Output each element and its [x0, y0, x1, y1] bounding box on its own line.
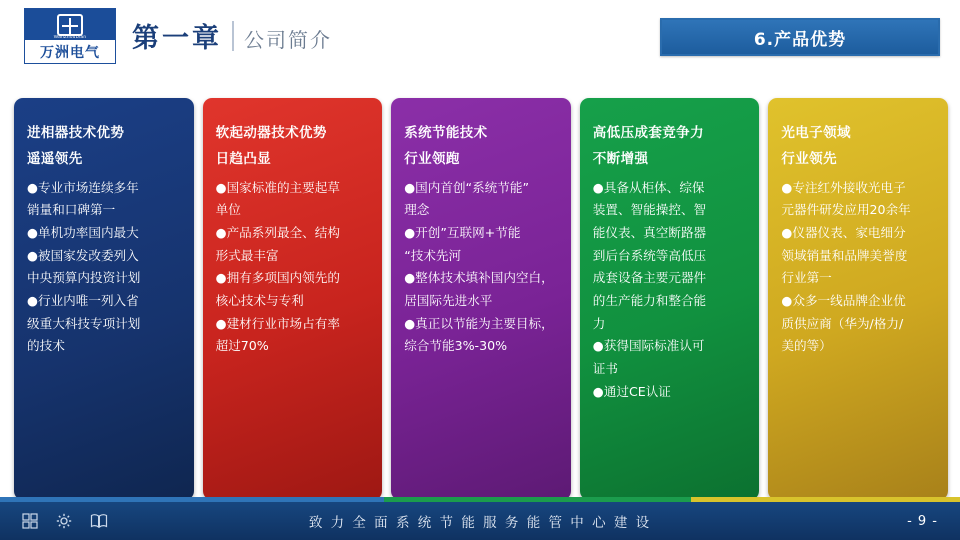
card-title-line: 日趋凸显	[215, 151, 272, 168]
card-body-line: 证书	[592, 360, 618, 376]
card-body-line: 理念	[404, 202, 430, 218]
card-body-line: 超过70%	[215, 338, 269, 354]
card-title	[216, 120, 370, 173]
card-body-line: 能仪表、真空断路器	[592, 224, 707, 240]
section-tab	[660, 18, 940, 56]
logo-wheel-icon	[25, 9, 115, 40]
card-body-line: 领域销量和品牌美誉度	[781, 247, 908, 263]
chapter-subtitle: 公司简介	[244, 28, 332, 52]
section-tab-label: 6.产品优势	[753, 29, 847, 50]
card-body-line: 装置、智能操控、智	[592, 202, 707, 218]
card-title-line: 遥遥领先	[27, 151, 83, 168]
card-body-line: ●通过CE认证	[592, 383, 671, 399]
card-body-line: 的生产能力和整合能	[592, 292, 707, 308]
heading-divider	[232, 21, 234, 51]
card-title-line: 进相器技术优势	[27, 125, 125, 141]
chapter-number: 第一章	[132, 23, 222, 54]
card-body	[27, 177, 181, 357]
card-title	[593, 120, 747, 173]
card-title-line: 行业领跑	[404, 151, 460, 168]
card-body-line: 单位	[215, 202, 241, 218]
card-title-line: 软起动器技术优势	[215, 125, 327, 141]
card-title-line: 不断增强	[592, 151, 649, 168]
card-title-line: 系统节能技术	[404, 125, 488, 141]
logo-en-text: WanZhouDian	[53, 34, 87, 39]
card-title	[404, 120, 558, 173]
card-title-line: 光电子领域	[781, 125, 851, 141]
card-body-line: 形式最丰富	[215, 247, 279, 263]
page-number: - 9 -	[907, 513, 938, 529]
card-body	[216, 177, 370, 357]
card-body-line: ●单机功率国内最大	[27, 224, 139, 240]
card-body-line: ●仪器仪表、家电细分	[781, 224, 906, 240]
card-body-line: “技术先河	[404, 247, 462, 263]
card-body-line: 元器件研发应用20余年	[781, 202, 911, 218]
card-body-line: ●被国家发改委列入	[27, 247, 139, 263]
card-body-line: 级重大科技专项计划	[27, 315, 141, 331]
card-body-line: 核心技术与专利	[215, 292, 304, 308]
card-body-line: ●获得国际标准认可	[592, 338, 705, 354]
card-inverter	[14, 98, 194, 500]
card-body-line: ●开创”互联网+节能	[404, 224, 521, 240]
advantage-cards	[14, 98, 948, 500]
card-body-line: 的技术	[27, 338, 65, 354]
card-body-line: ●整体技术填补国内空白，	[404, 270, 554, 286]
card-body	[781, 177, 935, 357]
card-body-line: 销量和口碑第一	[27, 202, 116, 218]
card-title-line: 行业领先	[781, 151, 837, 168]
card-title-line: 高低压成套竞争力	[592, 125, 704, 141]
card-body-line: ●众多一线品牌企业优	[781, 292, 906, 308]
card-body-line: 到后台系统等高低压	[592, 247, 707, 263]
card-body-line: ●专注红外接收光电子	[781, 179, 906, 195]
card-body-line: 美的等）	[781, 338, 832, 354]
card-switchgear	[580, 98, 760, 500]
chapter-heading	[132, 16, 332, 55]
card-system-saving	[391, 98, 571, 500]
slide-footer	[0, 502, 960, 540]
card-body	[404, 177, 558, 357]
card-body-line: 中央预算内投资计划	[27, 270, 141, 286]
card-body-line: 综合节能3%-30%	[404, 338, 508, 354]
card-soft-starter	[203, 98, 383, 500]
card-body-line: 成套设备主要元器件	[592, 270, 707, 286]
card-body-line: 行业第一	[781, 270, 832, 286]
card-body-line: ●拥有多项国内领先的	[215, 270, 340, 286]
card-body-line: ●国内首创“系统节能”	[404, 179, 529, 195]
card-body-line: 力	[592, 315, 606, 331]
card-body-line: ●国家标准的主要起草	[215, 179, 340, 195]
card-body-line: ●产品系列最全、结构	[215, 224, 340, 240]
company-logo	[24, 8, 116, 64]
card-body-line: ●行业内唯一列入省	[27, 292, 139, 308]
card-body-line: ●专业市场连续多年	[27, 179, 139, 195]
logo-cn-text: 万洲电气	[40, 44, 100, 61]
card-title	[27, 120, 181, 173]
card-body-line: ●真正以节能为主要目标，	[404, 315, 554, 331]
card-body-line: 居国际先进水平	[404, 292, 493, 308]
card-body-line: ●建材行业市场占有率	[215, 315, 340, 331]
card-body-line: ●具备从柜体、综保	[592, 179, 705, 195]
card-title	[781, 120, 935, 173]
card-body-line: 质供应商（华为/格力/	[781, 315, 904, 331]
footer-slogan: 致 力 全 面 系 统 节 能 服 务 能 管 中 心 建 设	[308, 515, 652, 531]
card-optoelectronics	[768, 98, 948, 500]
card-body	[593, 177, 747, 403]
